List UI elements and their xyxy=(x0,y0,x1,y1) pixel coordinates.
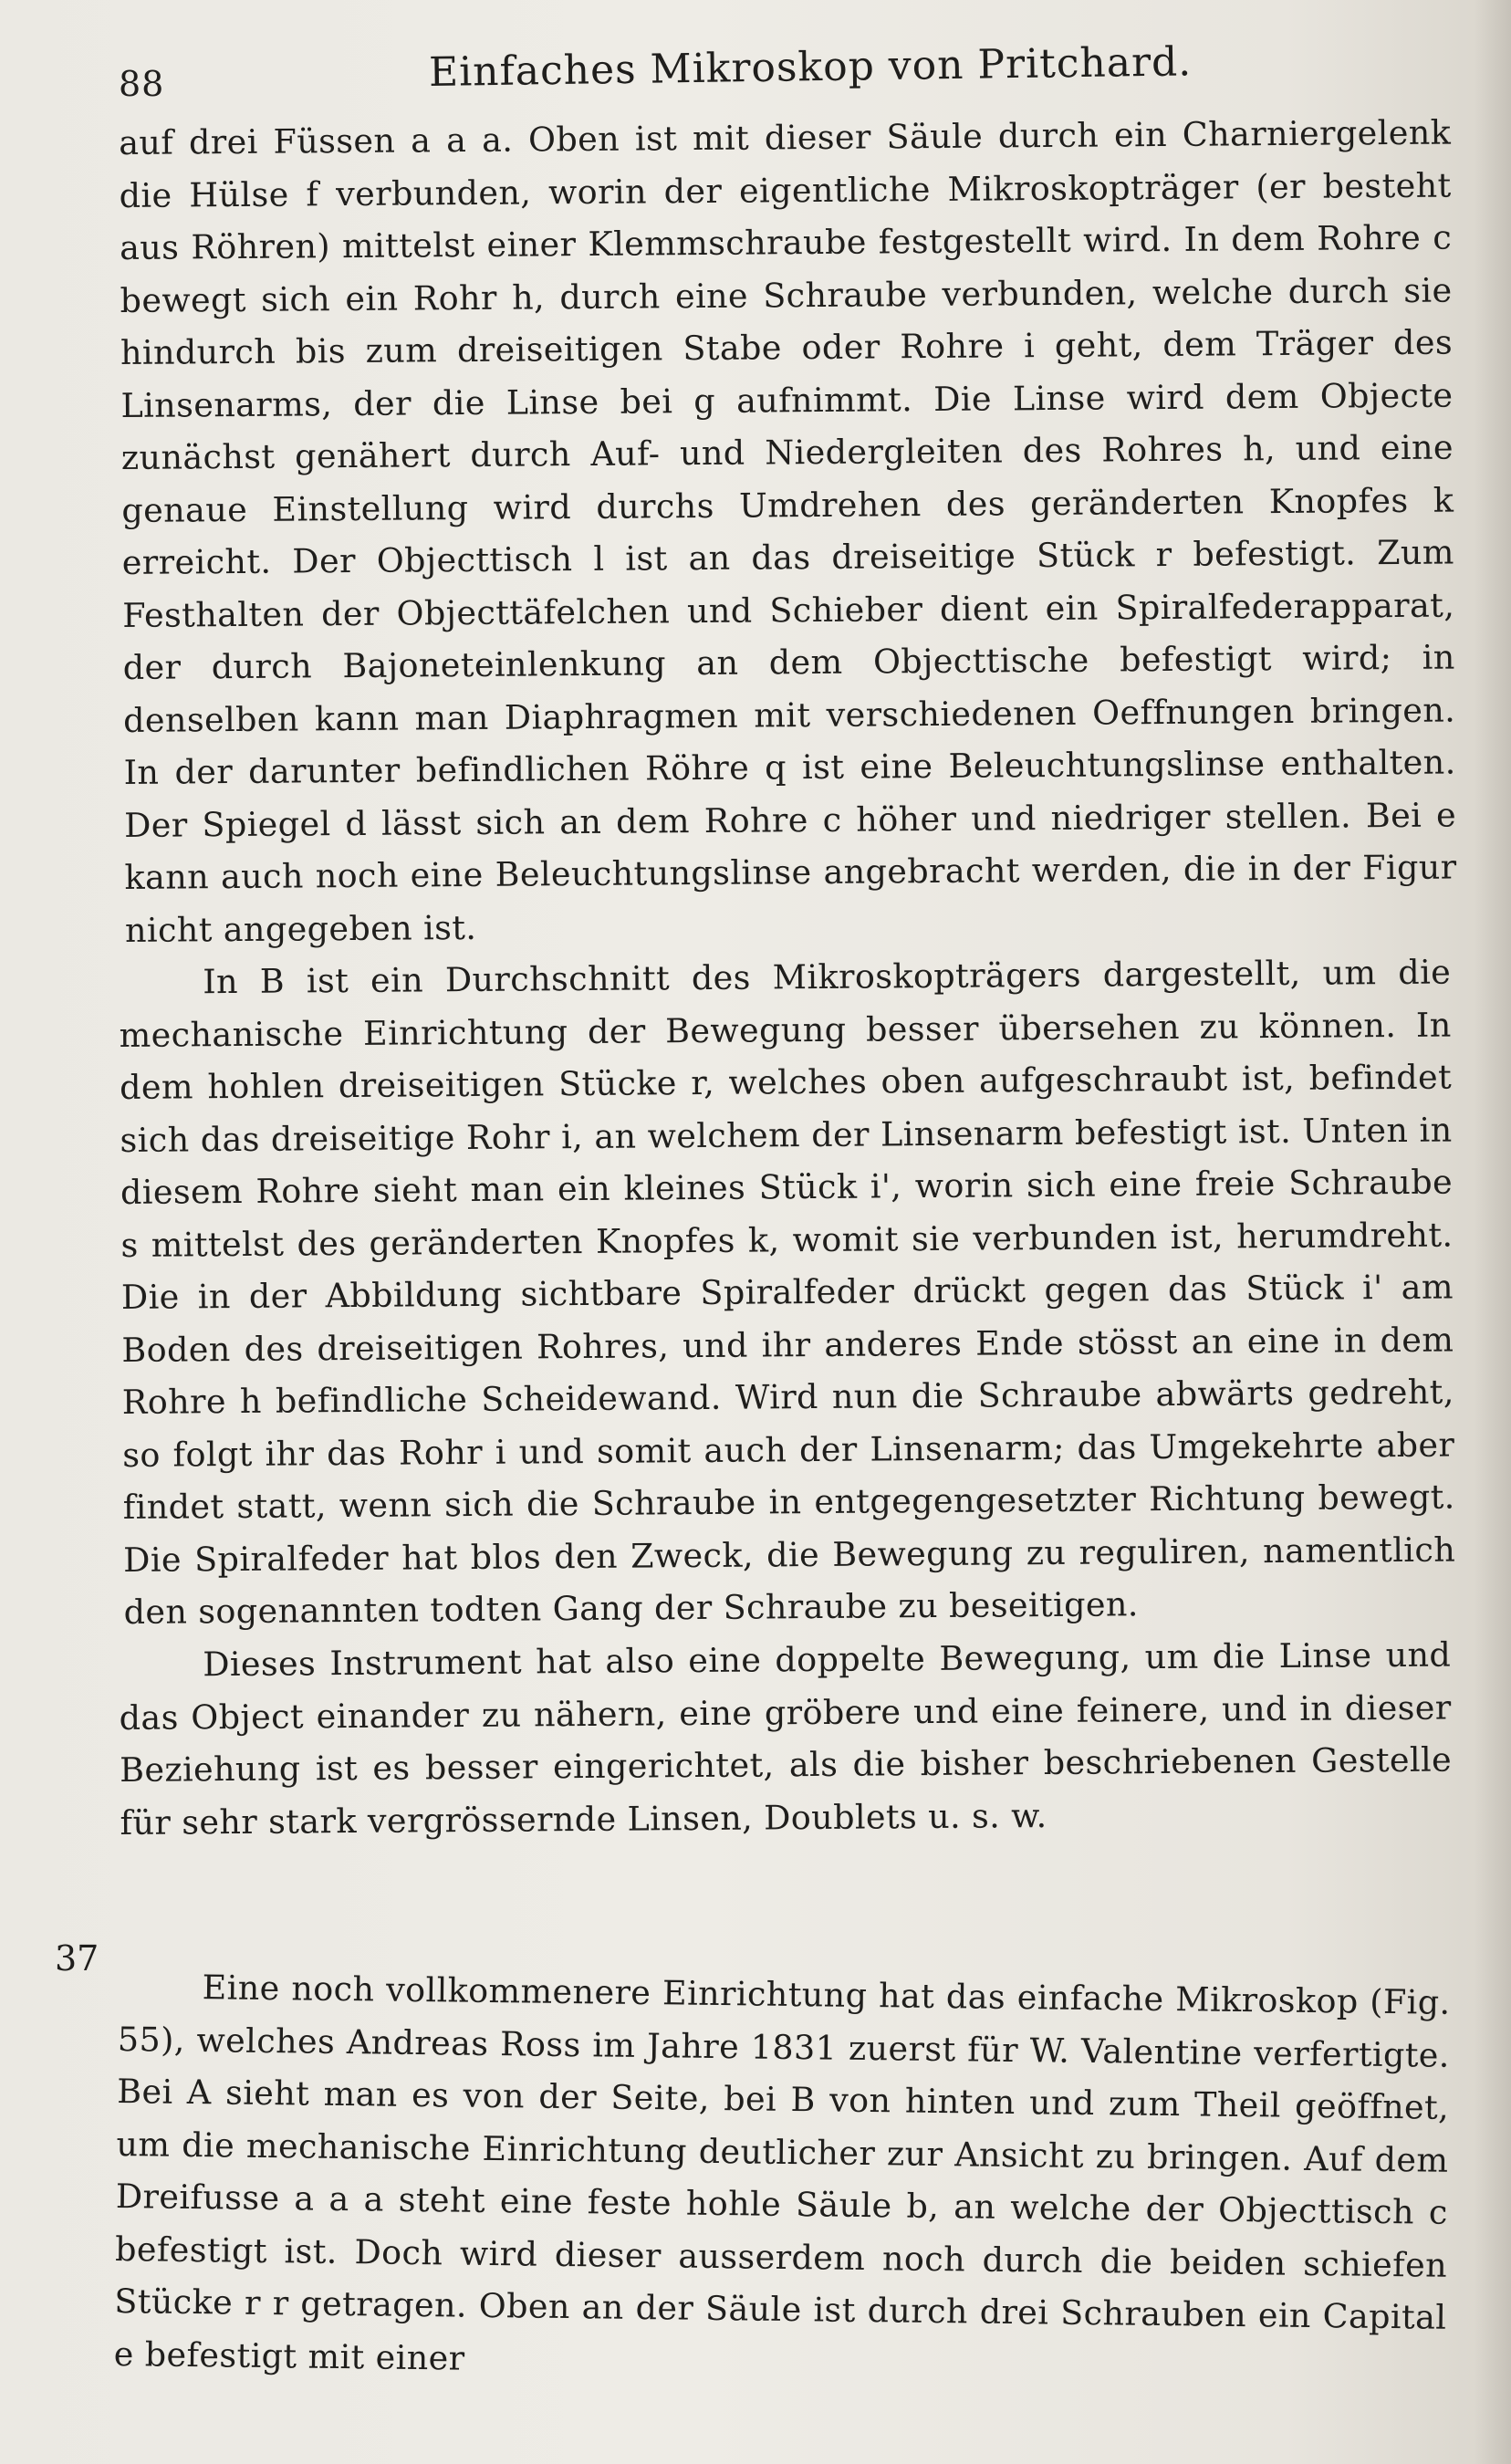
section-paragraph: Eine noch vollkommenere Einrichtung hat das einfache Mikroskop (Fig. 55), welches Andreas Ross im Jahre 1831 zuerst für W. Valentine verfertigte. Bei A sieht man es von der Seite, bei B von hinten und zum Theil geöffnet, um die mechanische Einrichtung deutlicher zur Ansicht zu bringen. Auf dem Dreifusse a a a steht eine feste hohle Säule b, an welche der Objecttisch c befestigt ist. Doch wird dieser ausserdem noch durch die beiden schiefen Stücke r r getragen. Oben an der Säule ist durch drei Schrauben ein Capital e befestigt mit einer xyxy=(113,1968,1451,2378)
page-number: 88 xyxy=(119,64,165,104)
paragraph-3: Dieses Instrument hat also eine doppelte Bewegung, um die Linse und das Object einander zu nähern, eine gröbere und eine feinere, und in dieser Beziehung ist es besser eingerichtet, als die bisher beschriebenen Gestelle für sehr stark vergrössernde Linsen, Doublets u. s. w. xyxy=(119,1634,1453,1842)
page-edge-shadow xyxy=(1475,0,1511,2464)
section-number: 37 xyxy=(55,1938,99,1979)
running-title: Einfaches Mikroskop von Pritchard. xyxy=(428,38,1193,96)
page-header xyxy=(119,38,1451,111)
body-text xyxy=(119,112,1457,1849)
paragraph-2: In B ist ein Durchschnitt des Mikroskopträgers dargestellt, um die mechanische Einrichtung der Bewegung besser übersehen zu können. In dem hohlen dreiseitigen Stücke r, welches oben aufgeschraubt ist, befindet sich das dreiseitige Rohr i, an welchem der Linsenarm befestigt ist. Unten in diesem Rohre sieht man ein kleines Stück i', worin sich eine freie Schraube s mittelst des geränderten Knopfes k, womit sie verbunden ist, herumdreht. Die in der Abbildung sichtbare Spiralfeder drückt gegen das Stück i' am Boden des dreiseitigen Rohres, und ihr anderes Ende stösst an eine in dem Rohre h befindliche Scheidewand. Wird nun die Schraube abwärts gedreht, so folgt ihr das Rohr i und somit auch der Linsenarm; das Umgekehrte aber findet statt, wenn sich die Schraube in entgegengesetzter Richtung bewegt. Die Spiralfeder hat blos den Zweck, die Bewegung zu reguliren, namentlich den sogenannten todten Gang der Schraube zu beseitigen. xyxy=(119,952,1456,1632)
paragraph-1: auf drei Füssen a a a. Oben ist mit dieser Säule durch ein Charniergelenk die Hülse f verbunden, worin der eigentliche Mikroskopträger (er besteht aus Röhren) mittelst einer Klemmschraube festgestellt wird. In dem Rohre c bewegt sich ein Rohr h, durch eine Schraube verbunden, welche durch sie hindurch bis zum dreiseitigen Stabe oder Rohre i geht, dem Träger des Linsenarms, der die Linse bei g aufnimmt. Die Linse wird dem Objecte zunächst genähert durch Auf- und Niedergleiten des Rohres h, und eine genaue Einstellung wird durchs Umdrehen des geränderten Knopfes k erreicht. Der Objecttisch l ist an das dreiseitige Stück r befestigt. Zum Festhalten der Objecttäfelchen und Schieber dient ein Spiralfederapparat, der durch Bajoneteinlenkung an dem Objecttische befestigt wird; in denselben kann man Diaphragmen mit verschiedenen Oeffnungen bringen. In der darunter befindlichen Röhre q ist eine Beleuchtungslinse enthalten. Der Spiegel d lässt sich an dem Rohre c höher und niedriger stellen. Bei e kann auch noch eine Beleuchtungslinse angebracht werden, die in der Figur nicht angegeben ist. xyxy=(119,112,1457,950)
